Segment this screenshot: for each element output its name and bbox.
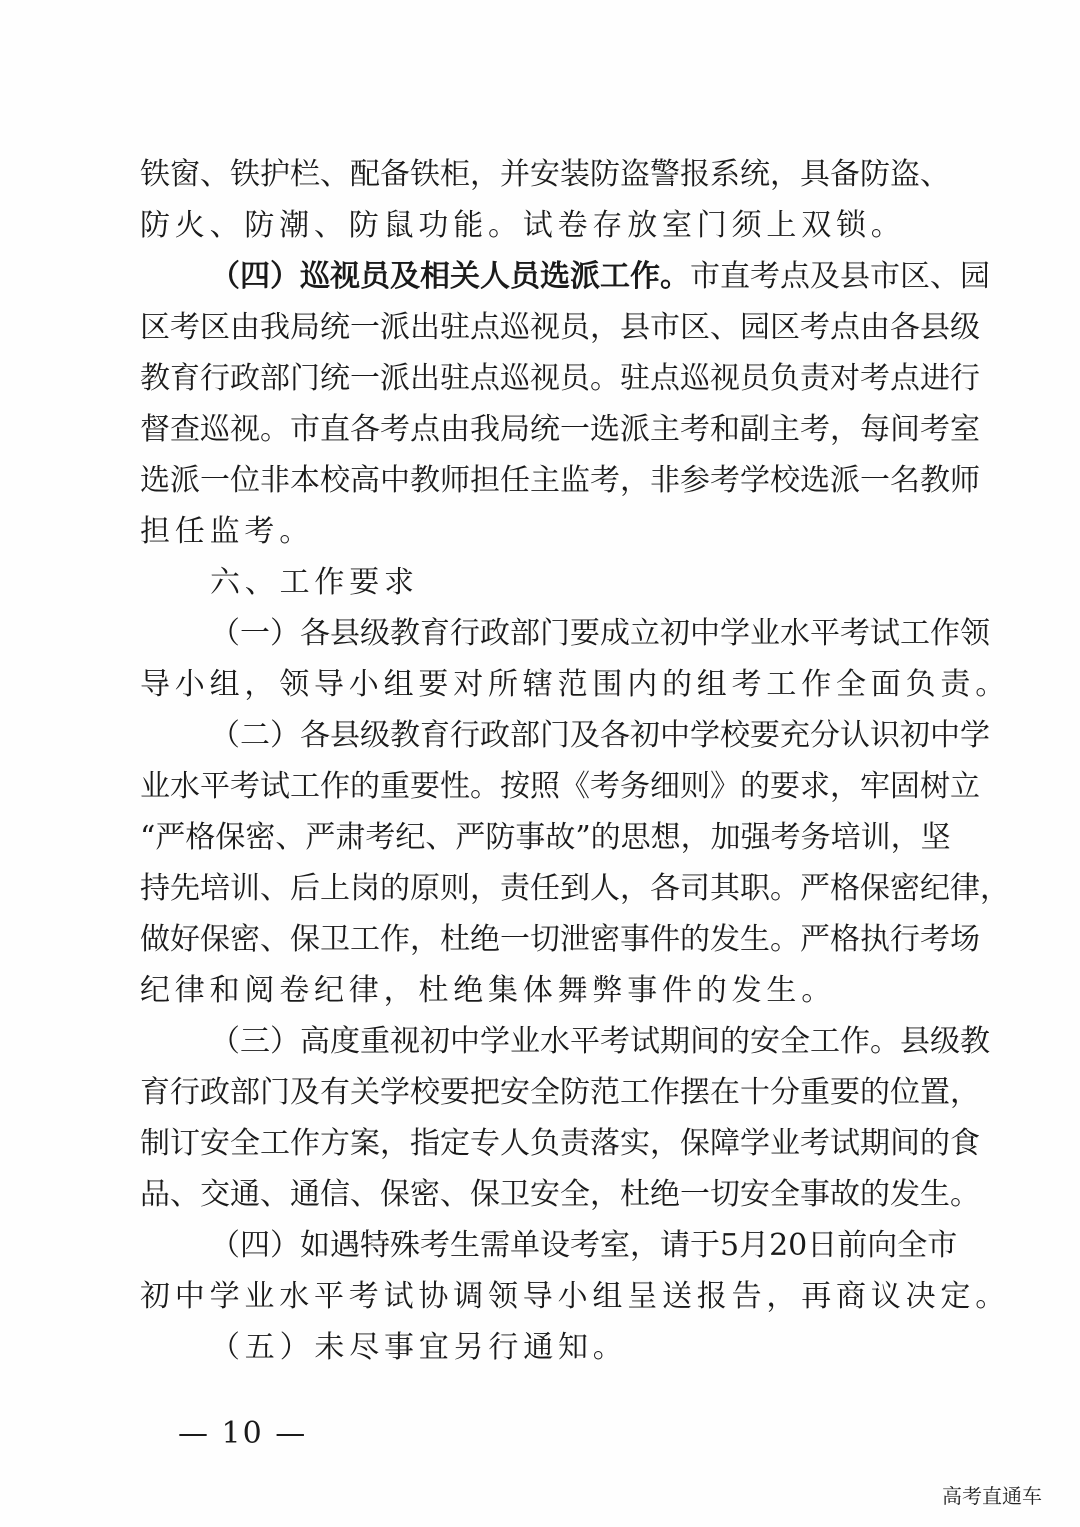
text-line: 纪律和阅卷纪律，杜绝集体舞弊事件的发生。	[140, 973, 836, 1008]
text-line: 做好保密、保卫工作，杜绝一切泄密事件的发生。严格执行考场	[140, 922, 980, 957]
text-line: 教育行政部门统一派出驻点巡视员。驻点巡视员负责对考点进行	[140, 361, 980, 396]
page-number: — 10 —	[178, 1416, 308, 1451]
text-line: （四）如遇特殊考生需单设考室，请于5月20日前向全市	[210, 1228, 958, 1263]
text-line: 业水平考试工作的重要性。按照《考务细则》的要求，牢固树立	[140, 769, 980, 804]
line-text: 市直考点及县市区、园	[690, 259, 990, 294]
text-line: “严格保密、严肃考纪、严防事故”的思想，加强考务培训，坚	[140, 820, 951, 855]
text-line: （三）高度重视初中学业水平考试期间的安全工作。县级教	[210, 1024, 990, 1059]
text-line: 选派一位非本校高中教师担任主监考，非参考学校选派一名教师	[140, 463, 980, 498]
text-line	[210, 257, 990, 297]
text-line: 担任监考。	[140, 514, 314, 549]
text-line: 铁窗、铁护栏、配备铁柜，并安装防盗警报系统，具备防盗、	[140, 157, 950, 192]
text-line: 防火、防潮、防鼠功能。试卷存放室门须上双锁。	[140, 208, 906, 243]
text-line: 育行政部门及有关学校要把安全防范工作摆在十分重要的位置，	[140, 1075, 980, 1110]
text-line: 督查巡视。市直各考点由我局统一选派主考和副主考，每间考室	[140, 412, 980, 447]
text-line: 品、交通、通信、保密、保卫安全，杜绝一切安全事故的发生。	[140, 1177, 980, 1212]
text-line: 制订安全工作方案，指定专人负责落实，保障学业考试期间的食	[140, 1126, 980, 1161]
section-heading: 六、工作要求	[210, 565, 419, 600]
bold-lead-text: （四）巡视员及相关人员选派工作。	[210, 259, 690, 294]
text-line: （二）各县级教育行政部门及各初中学校要充分认识初中学	[210, 718, 990, 753]
text-line: 持先培训、后上岗的原则，责任到人，各司其职。严格保密纪律，	[140, 871, 1010, 906]
text-line: 初中学业水平考试协调领导小组呈送报告，再商议决定。	[140, 1279, 1010, 1314]
text-line: （一）各县级教育行政部门要成立初中学业水平考试工作领	[210, 616, 990, 651]
text-line: （五）未尽事宜另行通知。	[210, 1330, 628, 1365]
text-line: 区考区由我局统一派出驻点巡视员，县市区、园区考点由各县级	[140, 310, 980, 345]
watermark: 高考直通车	[942, 1484, 1042, 1508]
text-line: 导小组，领导小组要对所辖范围内的组考工作全面负责。	[140, 667, 1010, 702]
